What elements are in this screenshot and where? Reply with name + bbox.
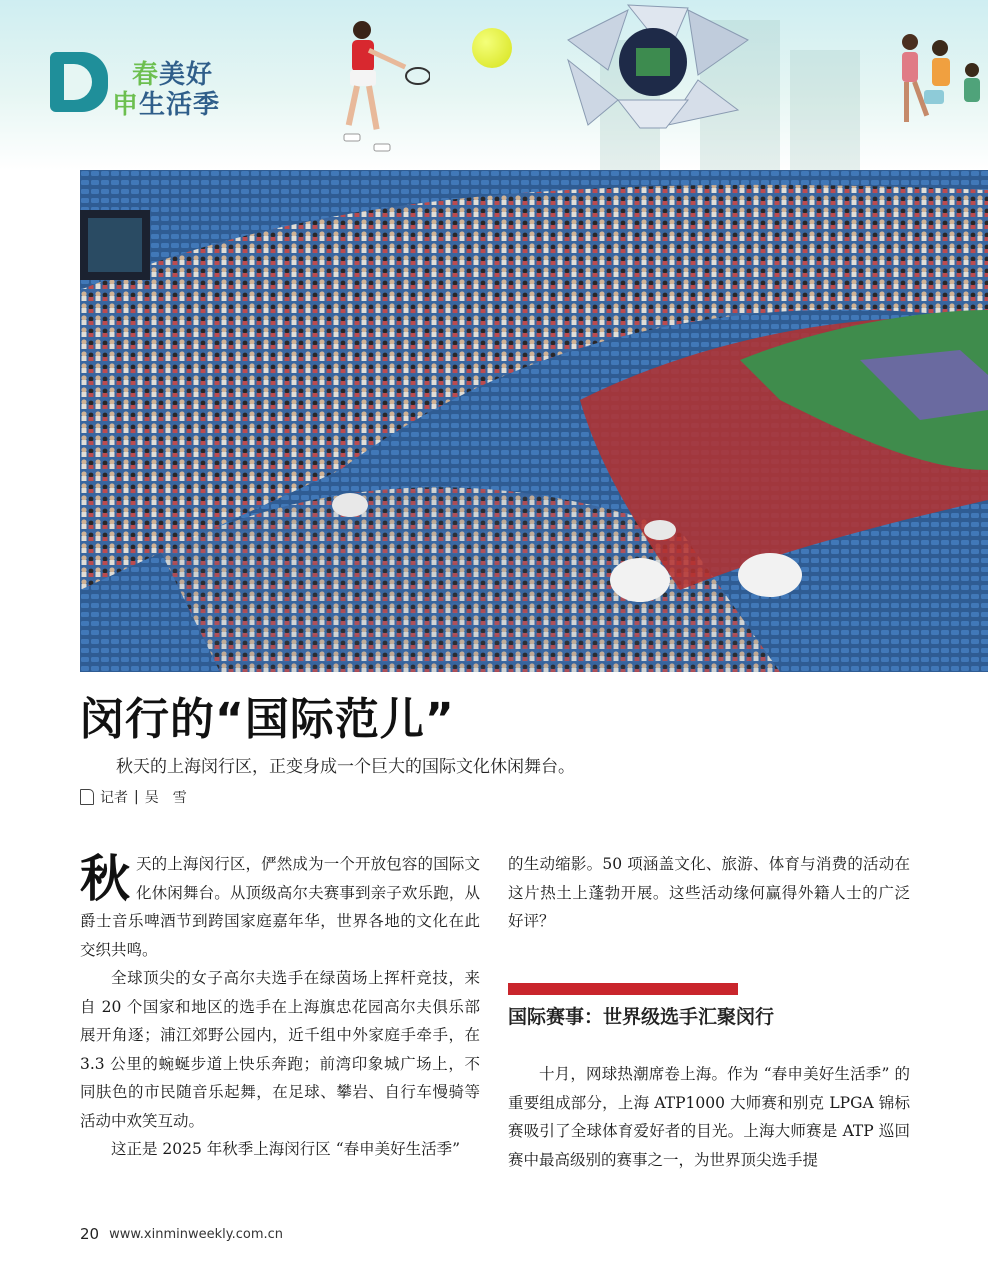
byline-author: 吴 雪 (144, 790, 187, 806)
stadium-photo (80, 170, 988, 672)
paragraph: 全球顶尖的女子高尔夫选手在绿茵场上挥杆竞技，来自 20 个国家和地区的选手在上海旗忠花园高尔夫俱乐部展开角逐；浦江郊野公园内，近千组中外家庭手牵手，在 3.3 公里的蜿蜒步道上快乐奔跑；前湾印象城广场上，不同肤色的市民随音乐起舞，在足球、攀岩、自行车慢骑等活动中欢笑互动。 (80, 969, 480, 1130)
paragraph-text: 天的上海闵行区，俨然成为一个开放包容的国际文化休闲舞台。从顶级高尔夫赛事到亲子欢乐跑，从爵士音乐啤酒节到跨国家庭嘉年华，世界各地的文化在此交织共鸣。 (80, 855, 480, 959)
right-column-bottom (508, 1060, 910, 1174)
section-divider-bar (508, 983, 738, 995)
header-banner (0, 0, 988, 170)
byline-label: 记者 (100, 790, 128, 806)
page-footer (80, 1224, 283, 1244)
site-url: www.xinminweekly.com.cn (109, 1226, 284, 1242)
left-column (80, 850, 480, 1164)
stadium-photo-image (80, 170, 988, 672)
page-number: 20 (80, 1225, 100, 1243)
drop-cap: 秋 (80, 849, 130, 908)
paragraph: 这正是 2025 年秋季上海闵行区 “春申美好生活季” (111, 1140, 461, 1158)
runners-illustration (880, 30, 988, 140)
section-heading: 国际赛事：世界级选手汇聚闵行 (508, 1006, 775, 1028)
paragraph (80, 850, 480, 964)
pen-icon (80, 789, 94, 805)
paragraph: 十月，网球热潮席卷上海。作为 “春申美好生活季” 的重要组成部分，上海 ATP1000 大师赛和别克 LPGA 锦标赛吸引了全球体育爱好者的目光。上海大师赛是 ATP 巡回赛中最高级别的赛事之一，为世界顶尖选手提 (508, 1065, 910, 1169)
building-illustration (790, 50, 860, 170)
column-logo (50, 50, 250, 120)
article-title: 闵行的“国际范儿” (80, 694, 455, 745)
right-column-top (508, 850, 910, 936)
logo-mark-icon (50, 52, 108, 112)
article-subtitle: 秋天的上海闵行区，正变身成一个巨大的国际文化休闲舞台。 (116, 757, 575, 777)
byline (80, 786, 187, 808)
stadium-roof-illustration (548, 0, 758, 130)
logo-text-line1: 春美好 (132, 60, 214, 90)
paragraph: 的生动缩影。50 项涵盖文化、旅游、体育与消费的活动在这片热土上蓬勃开展。这些活动缘何赢得外籍人士的广泛好评？ (508, 855, 910, 930)
tennis-ball-icon (472, 28, 512, 68)
byline-separator: | (134, 789, 139, 805)
logo-text-line2: 申生活季 (112, 90, 221, 120)
tennis-player-illustration (340, 18, 430, 158)
